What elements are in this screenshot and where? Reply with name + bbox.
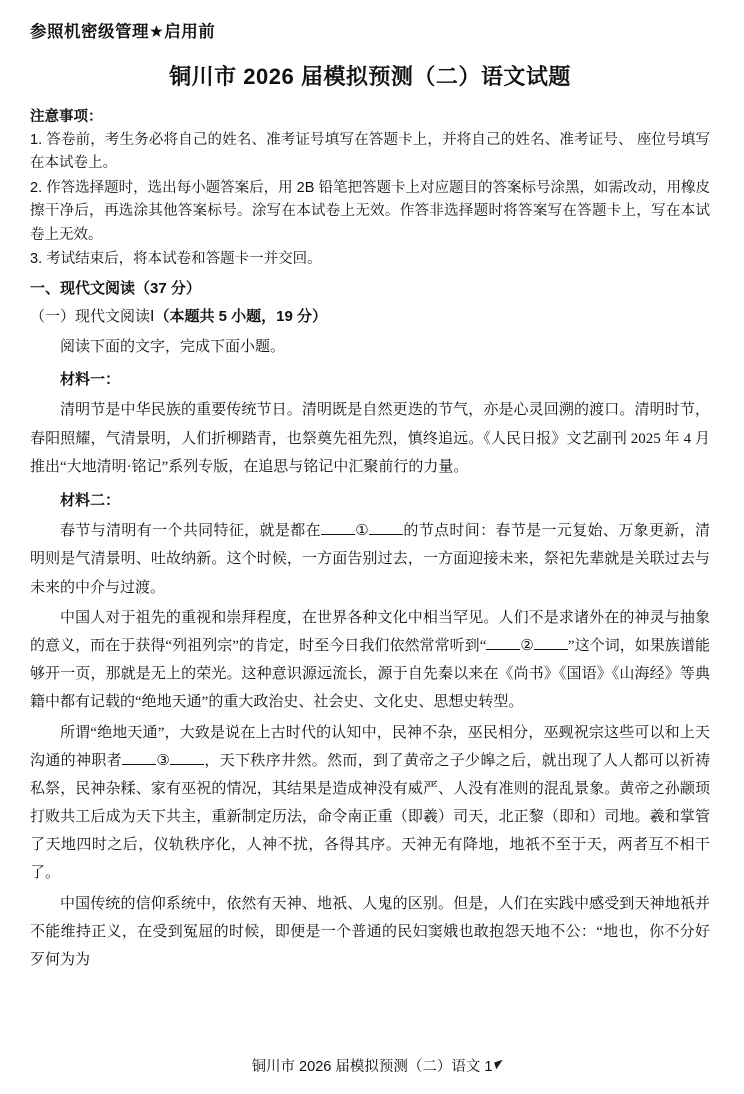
paragraph-3-text-after: ，天下秩序井然。然而，到了黄帝之子少皞之后，就出现了人人都可以祈祷私祭，民神杂糅、家有巫祝的情况，其结果是造成神没有威严、人没有准则的混乱景象。黄帝之孙颛顼打败共工后成为天下共主，重新制定历法，命令南正重（即羲）司天，北正黎（即和）司地。羲和掌管了天地四时之后，仪轨秩序化，人神不扰，各得其序。天神无有降地，地祇不至于天，两者互不相干了。	[30, 752, 710, 882]
notice-item-1: 1. 答卷前，考生务必将自己的姓名、准考证号填写在答题卡上，并将自己的姓名、准考证号、 座位号填写在本试卷上。	[30, 132, 710, 172]
paragraph-2-text-after: ”这个词，如果族谱能够开一页，那就是无上的荣光。这种意识源远流长，源于自先秦以来在《尚书》《国语》《山海经》等典籍中都有记载的“绝地天通”的重大政治史、社会史、文化史、思想史转型。	[30, 637, 710, 711]
footer-title: 铜川市 2026 届模拟预测（二）语文	[251, 1059, 481, 1075]
fill-blank-1-number: ①	[354, 523, 370, 540]
material-two-paragraph-3	[30, 719, 710, 888]
paragraph-4-text: 中国传统的信仰系统中，依然有天神、地祇、人鬼的区别。但是，人们在实践中感受到天神地祇并不能维持正义，在受到冤屈的时候，即便是一个普通的民妇窦娥也敢抱怨天地不公：“地也，你不分好歹何为为	[30, 895, 710, 969]
paragraph-1-text-before: 春节与清明有一个共同特征，就是都在	[60, 523, 321, 540]
subsection-heading	[30, 304, 710, 330]
mouse-cursor-icon	[495, 1060, 506, 1069]
paragraph-2-text-before: 中国人对于祖先的重视和崇拜程度，在世界各种文化中相当罕见。人们不是求诸外在的神灵与抽象的意义，而在于获得“列祖列宗”的肯定，时至今日我们依然常常听到“	[30, 609, 710, 654]
fill-blank-2-right	[534, 649, 568, 650]
fill-blank-3-left	[122, 764, 156, 765]
page-title: 铜川市 2026 届模拟预测（二）语文试题	[169, 64, 571, 89]
fill-blank-3-number: ③	[155, 752, 171, 769]
notice-item-3: 3. 考试结束后，将本试卷和答题卡一并交回。	[30, 251, 322, 268]
fill-blank-2-number: ②	[520, 637, 534, 654]
page-footer	[0, 1055, 744, 1076]
footer-page-number	[484, 1059, 492, 1075]
material-one-paragraph-1: 清明节是中华民族的重要传统节日。清明既是自然更迭的节气，亦是心灵回溯的渡口。清明时节，春阳照耀，气清景明，人们折柳踏青，也祭奠先祖先烈，慎终追远。《人民日报》文艺副刊 2025 年 4 月推出“大地清明·铭记”系列专版，在追思与铭记中汇聚前行的力量。	[30, 402, 710, 475]
notice-heading: 注意事项：	[30, 109, 103, 125]
footer-page-number-value: 1	[484, 1059, 493, 1075]
material-two-paragraph-1	[30, 517, 710, 602]
fill-blank-3-right	[170, 764, 204, 765]
section-heading: 一、现代文阅读（37 分）	[30, 279, 201, 297]
notice-item-2: 2. 作答选择题时，选出每小题答案后，用 2B 铅笔把答题卡上对应题目的答案标号涂黑，如需改动，用橡皮擦干净后，再选涂其他答案标号。涂写在本试卷上无效。作答非选择题时将答案写在答题卡上，写在本试卷上无效。	[30, 179, 710, 243]
fill-blank-1-right	[369, 534, 403, 535]
confidential-notice: 参照机密级管理★启用前	[30, 23, 216, 41]
reading-instruction: 阅读下面的文字，完成下面小题。	[60, 338, 286, 355]
material-two-label: 材料二：	[60, 492, 121, 509]
material-one-label: 材料一：	[60, 372, 121, 389]
material-two-paragraph-4	[30, 890, 710, 975]
fill-blank-1-left	[321, 534, 355, 535]
paragraph-3-text-before: 所谓“绝地天通”，大致是说在上古时代的认知中，民神不杂，巫民相分，巫觋祝宗这些可以和上天沟通的神职者	[30, 724, 710, 769]
fill-blank-2-left	[486, 649, 520, 650]
subsection-heading-prefix: （一）现代文阅读Ⅰ	[30, 308, 155, 326]
subsection-heading-count: （本题共 5 小题，19 分）	[154, 308, 327, 326]
paragraph-1-text-after: 的节点时间：春节是一元复始、万象更新，清明则是气清景明、吐故纳新。这个时候，一方面告别过去，一方面迎接未来，祭祀先辈就是关联过去与未来的中介与过渡。	[30, 523, 710, 596]
material-two-paragraph-2	[30, 604, 710, 717]
